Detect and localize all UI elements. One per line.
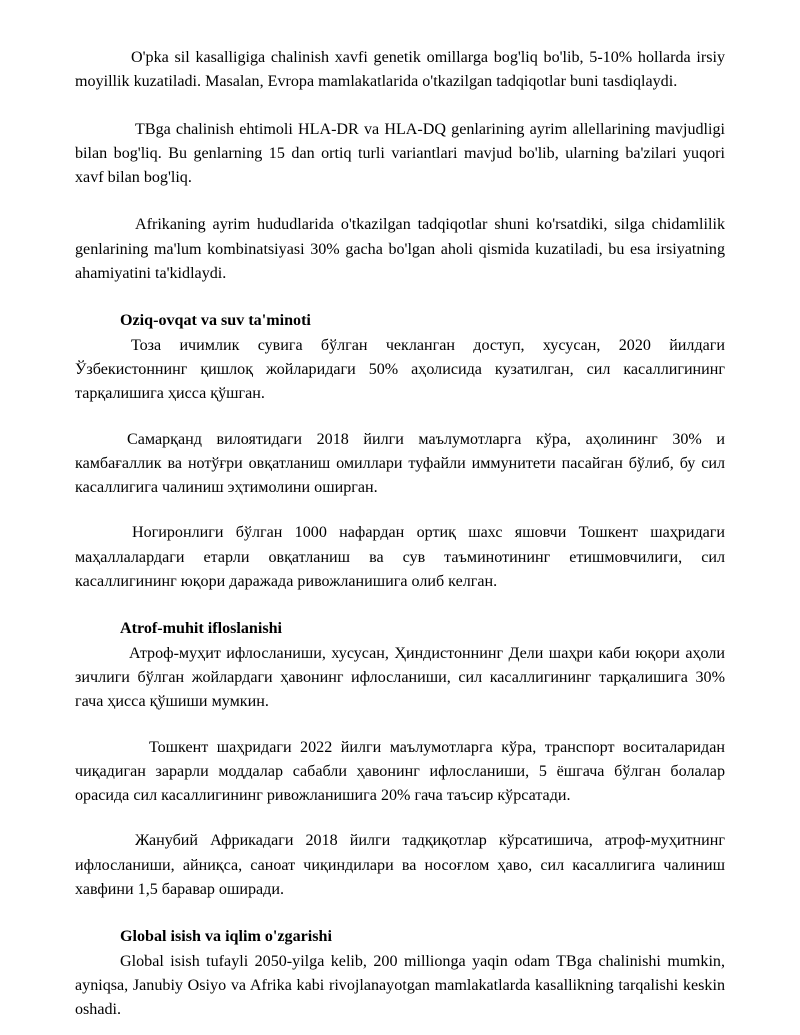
section-heading-global-warming: Global isish va iqlim o'zgarishi xyxy=(120,928,332,946)
section-heading-food-water: Oziq-ovqat va suv ta'minoti xyxy=(120,312,311,330)
paragraph-tashkent-transport: Тошкент шаҳридаги 2022 йилги маълумотларга кўра, транспорт воситаларидан чиқадиган зарарли моддалар сабабли ҳавонинг ифлосланиши, 5 ёшгача бўлган болалар орасида сил касаллигининг ривожланишига 20% гача таъсир кўрсатади. xyxy=(75,738,725,805)
paragraph-africa-studies: Afrikaning ayrim hududlarida o'tkazilgan tadqiqotlar shuni ko'rsatdiki, silga chidamlilik genlarining ma'lum kombinatsiyasi 30% gacha bo'lgan aholi qismida kuzatiladi, bu esa irsiyatning ahamiyatini ta'kidlaydi. xyxy=(75,216,725,283)
paragraph-drinking-water: Тоза ичимлик сувига бўлган чекланган доступ, хусусан, 2020 йилдаги Ўзбекистоннинг қишлоқ жойларидаги 50% аҳолисида кузатилган, сил касаллигининг тарқалишига ҳисса қўшган. xyxy=(75,336,725,403)
paragraph-tashkent-neighborhoods: Ногиронлиги бўлган 1000 нафардан ортиқ шахс яшовчи Тошкент шаҳридаги маҳаллалардаги етарли овқатланиш ва сув таъминотининг етишмовчилиги, сил касаллигининг юқори даражада ривожланишига олиб келган. xyxy=(75,524,725,591)
section-heading-environment-pollution: Atrof-muhit ifloslanishi xyxy=(120,620,282,638)
paragraph-delhi-pollution: Атроф-муҳит ифлосланиши, хусусан, Ҳиндистоннинг Дели шаҳри каби юқори аҳоли зичлиги бўлган жойлардаги ҳавонинг ифлосланиши, сил касаллигининг тарқалишига 30% гача ҳисса қўшиши мумкин. xyxy=(75,644,725,711)
paragraph-south-africa: Жанубий Африкадаги 2018 йилги тадқиқотлар кўрсатишича, атроф-муҳитнинг ифлосланиши, айниқса, саноат чиқиндилари ва носоғлом ҳаво, сил касаллигига чалиниш хавфини 1,5 баравар оширади. xyxy=(75,832,725,899)
paragraph-hla-genes: TBga chalinish ehtimoli HLA-DR va HLA-DQ genlarining ayrim allellarining mavjudligi bilan bog'liq. Bu genlarning 15 dan ortiq turli variantlari mavjud bo'lib, ularning ba'zilari yuqori xavf bilan bog'liq. xyxy=(75,120,725,187)
paragraph-samarkand-data: Самарқанд вилоятидаги 2018 йилги маълумотларга кўра, аҳолининг 30% и камбағаллик ва нотўғри овқатланиш омиллари туфайли иммунитети пасайган бўлиб, бу сил касаллигига чалиниш эҳтимолини оширган. xyxy=(75,430,725,497)
document-page xyxy=(75,46,725,1023)
paragraph-genetic-risk: O'pka sil kasalligiga chalinish xavfi genetik omillarga bog'liq bo'lib, 5-10% hollarda irsiy moyillik kuzatiladi. Masalan, Evropa mamlakatlarida o'tkazilgan tadqiqotlar buni tasdiqlaydi. xyxy=(75,49,725,91)
paragraph-global-warming: Global isish tufayli 2050-yilga kelib, 200 millionga yaqin odam TBga chalinishi mumkin, ayniqsa, Janubiy Osiyo va Afrika kabi rivojlanayotgan mamlakatlarda kasallikning tarqalishi keskin oshadi. xyxy=(75,952,725,1019)
